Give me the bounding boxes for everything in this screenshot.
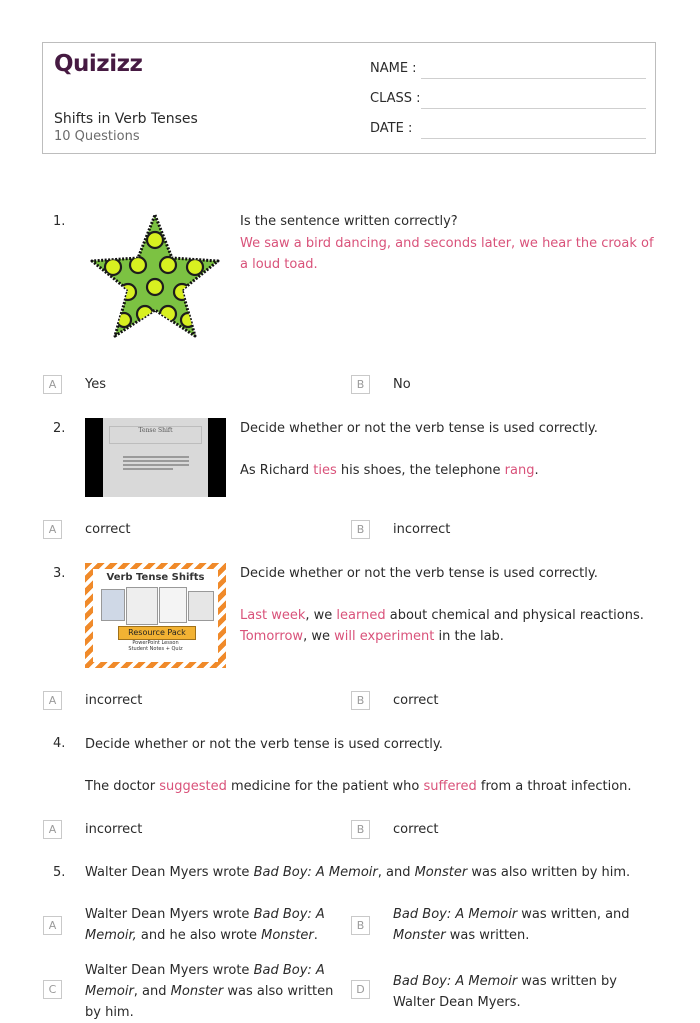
question-sentence: We saw a bird dancing, and seconds later, we hear the croak of a loud toad. <box>240 236 654 272</box>
option-letter-box[interactable]: D <box>351 980 370 999</box>
question-prompt: Decide whether or not the verb tense is used correctly. <box>85 737 443 752</box>
poster-banner: Resource Pack <box>118 626 196 640</box>
date-label: DATE : <box>370 121 413 136</box>
option-letter-box[interactable]: B <box>351 691 370 710</box>
poster-title: Verb Tense Shifts <box>106 572 205 583</box>
question-prompt: Walter Dean Myers wrote Bad Boy: A Memoir, and Monster was also written by him. <box>85 865 631 880</box>
question-sentence: Last week, we learned about chemical and physical reactions. Tomorrow, we will experiment in the lab. <box>240 608 644 644</box>
question-sentence: As Richard ties his shoes, the telephone rang. <box>240 463 539 478</box>
tense-shift-slide-image <box>85 418 226 497</box>
question-prompt: Decide whether or not the verb tense is used correctly. <box>240 566 598 581</box>
option-letter-box[interactable]: C <box>43 980 62 999</box>
question-sentence: The doctor suggested medicine for the patient who suffered from a throat infection. <box>85 779 632 794</box>
option-letter-box[interactable]: A <box>43 691 62 710</box>
option-letter-box[interactable]: A <box>43 520 62 539</box>
option-letter-box[interactable]: B <box>351 375 370 394</box>
question-prompt: Decide whether or not the verb tense is used correctly. <box>240 421 598 436</box>
question-prompt: Is the sentence written correctly? <box>240 214 458 229</box>
option-text[interactable]: No <box>393 377 411 392</box>
question-number: 4. <box>53 736 66 751</box>
option-text[interactable]: Walter Dean Myers wrote Bad Boy: A Memoir, and Monster was also written by him. <box>85 963 334 1020</box>
option-letter-box[interactable]: B <box>351 916 370 935</box>
option-letter-box[interactable]: A <box>43 375 62 394</box>
option-text[interactable]: incorrect <box>85 693 143 708</box>
option-text[interactable]: Bad Boy: A Memoir was written, and Monster was written. <box>393 907 630 943</box>
question-number: 1. <box>53 214 66 229</box>
question-number: 2. <box>53 421 66 436</box>
name-label: NAME : <box>370 61 417 76</box>
option-text[interactable]: correct <box>393 822 439 837</box>
quizizz-logo: Quizizz <box>54 51 143 77</box>
option-letter-box[interactable]: A <box>43 820 62 839</box>
option-text[interactable]: incorrect <box>393 522 451 537</box>
option-text[interactable]: correct <box>393 693 439 708</box>
verb-tense-shifts-poster-image <box>85 563 226 668</box>
name-field[interactable] <box>421 78 646 79</box>
option-text[interactable]: Yes <box>85 377 106 392</box>
date-field[interactable] <box>421 138 646 139</box>
green-star-image <box>88 210 222 344</box>
option-letter-box[interactable]: B <box>351 820 370 839</box>
question-count: 10 Questions <box>54 129 140 144</box>
worksheet-header <box>42 42 656 154</box>
option-text[interactable]: incorrect <box>85 822 143 837</box>
slide-title: Tense Shift <box>138 427 173 434</box>
question-number: 5. <box>53 865 66 880</box>
class-label: CLASS : <box>370 91 421 106</box>
question-number: 3. <box>53 566 66 581</box>
class-field[interactable] <box>421 108 646 109</box>
option-text[interactable]: Bad Boy: A Memoir was written by Walter Dean Myers. <box>393 974 617 1010</box>
poster-caption: PowerPoint Lesson Student Notes + Quiz <box>128 640 183 652</box>
option-letter-box[interactable]: B <box>351 520 370 539</box>
option-letter-box[interactable]: A <box>43 916 62 935</box>
worksheet-title: Shifts in Verb Tenses <box>54 111 198 127</box>
option-text[interactable]: Walter Dean Myers wrote Bad Boy: A Memoir, and he also wrote Monster. <box>85 907 325 943</box>
option-text[interactable]: correct <box>85 522 131 537</box>
